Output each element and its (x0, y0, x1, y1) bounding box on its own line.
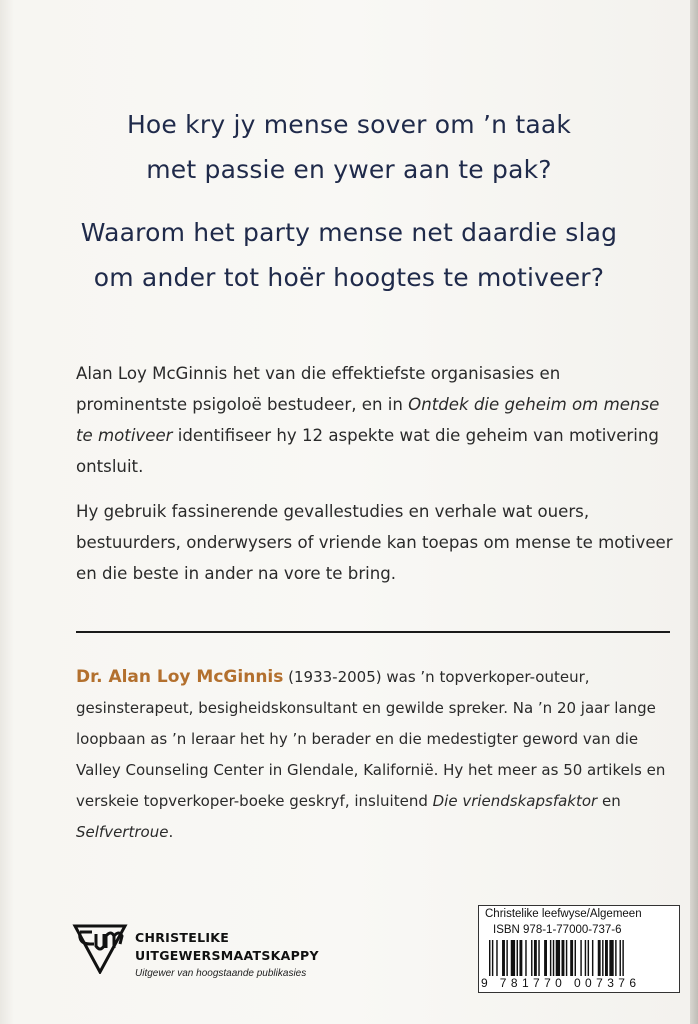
author-bio (76, 662, 676, 848)
bio-and: en (597, 792, 621, 810)
description-paragraph-1 (76, 358, 676, 482)
barcode-category: Christelike leefwyse/Algemeen (485, 908, 642, 920)
headline-line-4: om ander tot hoër hoogtes te motiveer? (93, 263, 605, 292)
cum-logo-icon (72, 918, 128, 974)
barcode-digits: 9 781770 007376 (481, 976, 677, 990)
publisher-block (72, 918, 372, 988)
barcode-label (478, 905, 680, 993)
headline-line-1: Hoe kry jy mense sover om ’n taak (126, 110, 572, 139)
description-lead: Alan Loy McGinnis het van die effektiefste organisasies en prominentste psigoloë bestudeer, en in (76, 364, 561, 414)
barcode-isbn: ISBN 978-1-77000-737-6 (493, 924, 622, 936)
bio-book-2: Selfvertroue (76, 823, 169, 841)
description-paragraph-2: Hy gebruik fassinerende gevallestudies en verhale wat ouers, bestuurders, onderwysers of vriende kan toepas om mense te motiveer en die beste in ander na vore te bring. (76, 502, 673, 583)
description-tail: identifiseer hy 12 aspekte wat die geheim van motivering ontsluit. (76, 426, 659, 476)
bio-book-1: Die vriendskapsfaktor (432, 792, 598, 810)
bio-text: (1933-2005) was ’n topverkoper-outeur, gesinsterapeut, besigheidskonsultant en gewilde spreker. Na ’n 20 jaar lange loopbaan as ’n leraar het hy ’n berader en die medestigter geword van die Valley Counseling Center in Glendale, Kalifornië. Hy het meer as 50 artikels en verskeie topverkoper-boeke geskryf, insluitend (76, 668, 666, 810)
bio-end: . (168, 823, 174, 841)
headline-line-2: met passie en ywer aan te pak? (146, 155, 552, 184)
headline-line-3: Waarom het party mense net daardie slag (80, 218, 618, 247)
spine-edge (690, 0, 698, 1024)
publisher-name-line-1: CHRISTELIKE (135, 930, 230, 945)
publisher-name-line-2: UITGEWERSMAATSKAPPY (135, 948, 319, 963)
divider-rule (76, 631, 670, 633)
author-name: Dr. Alan Loy McGinnis (76, 667, 284, 687)
publisher-tagline: Uitgewer van hoogstaande publikasies (135, 968, 307, 979)
barcode-bars-icon (483, 940, 675, 980)
book-title: Ontdek die geheim om mense te motiveer (76, 395, 660, 445)
